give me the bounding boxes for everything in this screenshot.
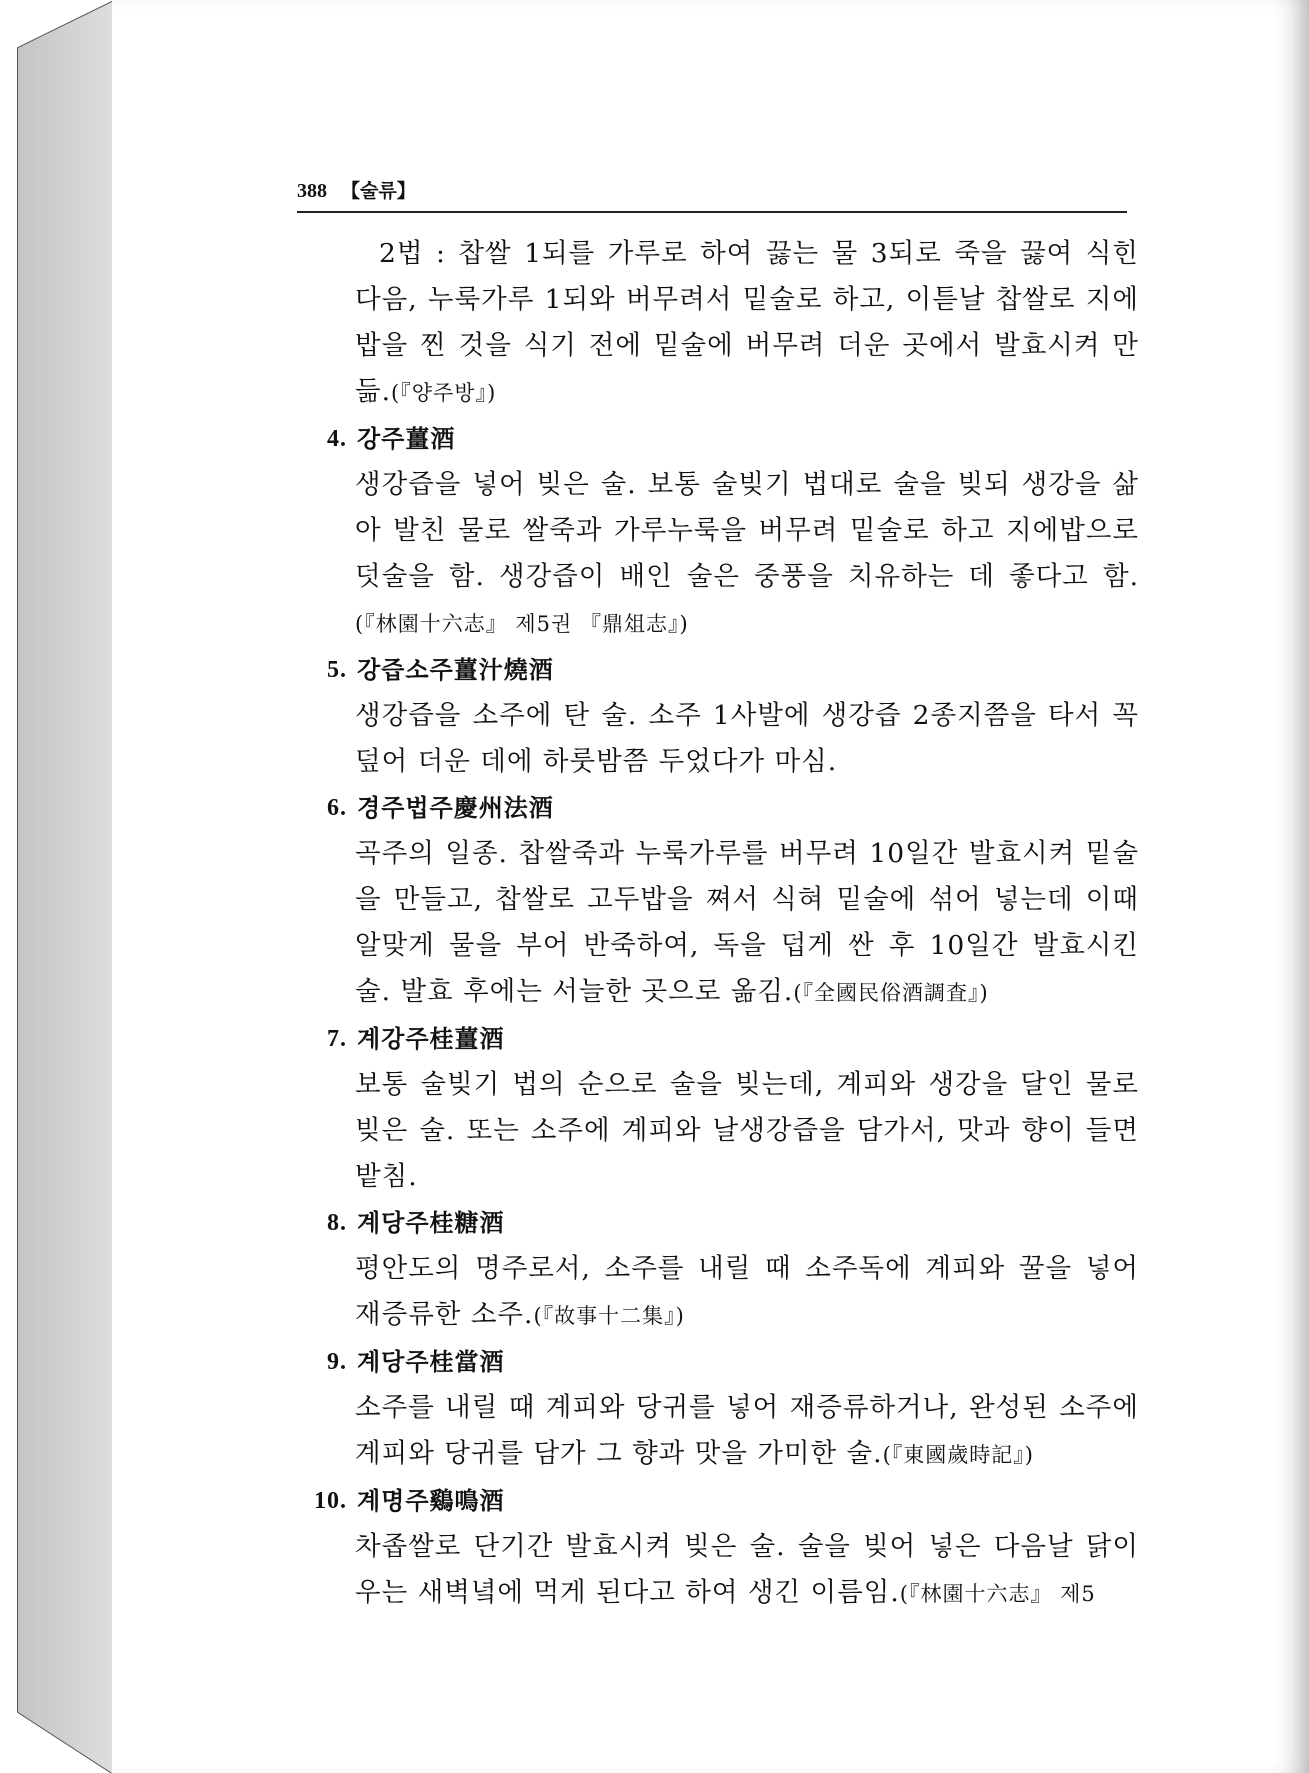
- entry-source: (『全國民俗酒調査』): [793, 981, 989, 1005]
- entry-body-text: 평안도의 명주로서, 소주를 내릴 때 소주독에 계피와 꿀을 넣어 재증류한 소주.: [355, 1253, 1139, 1330]
- entry-body: [309, 1524, 1139, 1617]
- entry-heading: [311, 416, 1139, 462]
- entry-title: 계강주桂薑酒: [357, 1024, 505, 1053]
- entry: [309, 785, 1139, 1016]
- entry-source: (『故事十二集』): [533, 1304, 685, 1328]
- entry-title: 계당주桂糖酒: [357, 1208, 505, 1237]
- entry-number: 5.: [327, 657, 347, 683]
- entry-heading: [311, 785, 1139, 831]
- entry-number: 10.: [314, 1488, 347, 1514]
- entry-heading: [311, 1016, 1139, 1062]
- page-number: 388: [297, 180, 327, 202]
- entry-body-text: 소주를 내릴 때 계피와 당귀를 넣어 재증류하거나, 완성된 소주에 계피와 당귀를 담가 그 향과 맛을 가미한 술.: [355, 1392, 1139, 1469]
- running-header: [297, 176, 1127, 213]
- entry-body: [309, 462, 1139, 647]
- entry-body-text: 보통 술빚기 법의 순으로 술을 빚는데, 계피와 생강을 달인 물로 빚은 술. 또는 소주에 계피와 날생강즙을 담가서, 맛과 향이 들면 밭침.: [355, 1069, 1139, 1192]
- entry-heading: [311, 1200, 1139, 1246]
- entry-body-text: 곡주의 일종. 찹쌀죽과 누룩가루를 버무려 10일간 발효시켜 밑술을 만들고, 찹쌀로 고두밥을 쪄서 식혀 밑술에 섞어 넣는데 이때 알맞게 물을 부어 반죽하여, 독을 덥게 싼 후 10일간 발효시킨 술. 발효 후에는 서늘한 곳으로 옮김.: [355, 838, 1139, 1007]
- entry: [309, 416, 1139, 647]
- entry: [309, 1339, 1139, 1478]
- entry: [309, 1016, 1139, 1200]
- entry-body: [309, 693, 1139, 785]
- entry-body: [309, 1246, 1139, 1339]
- entry-title: 계명주鷄鳴酒: [357, 1486, 505, 1515]
- entry-body-text: 생강즙을 소주에 탄 술. 소주 1사발에 생강즙 2종지쯤을 타서 꼭 덮어 더운 데에 하룻밤쯤 두었다가 마심.: [355, 700, 1139, 777]
- entry-title: 경주법주慶州法酒: [357, 793, 554, 822]
- intro-source: (『양주방』): [391, 381, 497, 405]
- entry: [309, 1200, 1139, 1339]
- section-title: 【술류】: [341, 180, 416, 202]
- entry-body: [309, 1385, 1139, 1478]
- entry: [309, 1478, 1139, 1617]
- entry-number: 8.: [327, 1210, 347, 1236]
- entry-title: 계당주桂當酒: [357, 1347, 505, 1376]
- entry-source: (『林園十六志』 제5: [899, 1582, 1096, 1606]
- entry-heading: [311, 647, 1139, 693]
- entry: [309, 647, 1139, 785]
- page-text-area: [297, 176, 1139, 1617]
- entry-heading: [311, 1339, 1139, 1385]
- entry-body: [309, 1062, 1139, 1200]
- entry-body: [309, 831, 1139, 1016]
- entry-source: (『東國歲時記』): [882, 1443, 1034, 1467]
- entry-body-text: 생강즙을 넣어 빚은 술. 보통 술빚기 법대로 술을 빚되 생강을 삶아 발친 물로 쌀죽과 가루누룩을 버무려 밑술로 하고 지에밥으로 덧술을 함. 생강즙이 배인 술은 중풍을 치유하는 데 좋다고 함.: [355, 469, 1139, 592]
- entry-title: 강주薑酒: [357, 424, 456, 453]
- entry-number: 4.: [327, 426, 347, 452]
- entry-title: 강즙소주薑汁燒酒: [357, 655, 554, 684]
- entry-number: 9.: [327, 1349, 347, 1375]
- entry-number: 6.: [327, 795, 347, 821]
- entry-body-text: 차좁쌀로 단기간 발효시켜 빚은 술. 술을 빚어 넣은 다음날 닭이 우는 새벽녘에 먹게 된다고 하여 생긴 이름임.: [355, 1531, 1139, 1608]
- entry-number: 7.: [327, 1026, 347, 1052]
- intro-paragraph: [309, 231, 1139, 416]
- page-content: [309, 231, 1139, 1617]
- entry-heading: [311, 1478, 1139, 1524]
- entry-source: (『林園十六志』 제5권 『鼎俎志』): [355, 612, 689, 636]
- intro-text: 2법 : 찹쌀 1되를 가루로 하여 끓는 물 3되로 죽을 끓여 식힌 다음, 누룩가루 1되와 버무려서 밑술로 하고, 이튿날 찹쌀로 지에밥을 찐 것을 식기 전에 밑술에 버무려 더운 곳에서 발효시켜 만듦.: [355, 238, 1139, 407]
- book-page: [112, 0, 1309, 1773]
